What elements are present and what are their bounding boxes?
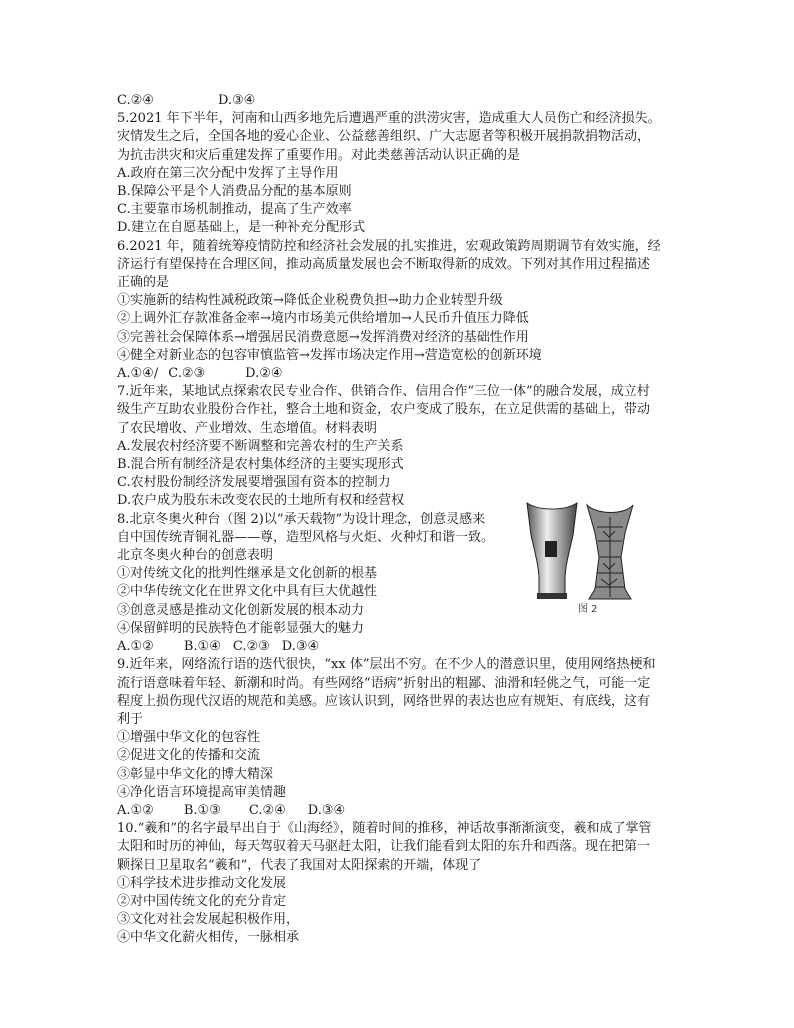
- option-b: B.①④: [183, 639, 221, 655]
- figure-2-image: [521, 497, 637, 612]
- question-text: 利于: [117, 711, 144, 727]
- option-b: B.混合所有制经济是农村集体经济的主要实现形式: [117, 457, 404, 473]
- question-text: 6.2021 年，随着统筹疫情防控和经济社会发展的扎实推进，宏观政策跨周期调节有效实施，经: [117, 238, 661, 254]
- option-d: D.农户成为股东未改变农民的土地所有权和经营权: [117, 493, 405, 509]
- statement-item: ②促进文化的传播和交流: [117, 748, 261, 764]
- statement-item: ④健全对新业态的包容审慎监管→发挥市场决定作用→营造宽松的创新环境: [117, 347, 542, 363]
- statement-item: ④保留鲜明的民族特色才能彰显强大的魅力: [117, 620, 365, 636]
- question-text: 7.近年来，某地试点探索农民专业合作、供销合作、信用合作“三位一体”的融合发展，成立村: [117, 384, 650, 400]
- option-d: D.③④: [307, 802, 346, 818]
- question-7: [117, 383, 691, 510]
- question-text: 自中国传统青铜礼器——尊，造型风格与火炬、火种灯和谐一致。: [117, 529, 495, 545]
- statement-item: ①科学技术进步推动文化发展: [117, 875, 287, 891]
- question-text: 太阳和时历的神仙，每天驾驭着天马驱赶太阳，让我们能看到太阳的东升和西落。现在把第一: [117, 839, 651, 855]
- option-d: D.③④: [217, 93, 256, 108]
- statement-item: ②对中国传统文化的充分肯定: [117, 893, 287, 909]
- option-c: C.②③: [168, 366, 206, 382]
- question-6: [117, 238, 691, 384]
- statement-item: ③创意灵感是推动文化创新发展的根本动力: [117, 602, 365, 618]
- q9-options: [117, 802, 691, 820]
- question-9: [117, 656, 691, 820]
- statement-item: ①对传统文化的批判性继承是文化创新的根基: [117, 566, 378, 582]
- question-text: 济运行有望保持在合理区间，推动高质量发展也会不断取得新的成效。下列对其作用过程描述: [117, 256, 651, 272]
- statement-item: ①增强中华文化的包容性: [117, 730, 261, 746]
- question-text: 正确的是: [117, 275, 170, 291]
- statement-item: ③完善社会保障体系→增强居民消费意愿→发挥消费对经济的基础性作用: [117, 329, 529, 345]
- question-text: 灾情发生之后，全国各地的爱心企业、公益慈善组织、广大志愿者等积极开展捐款捐物活动，: [117, 129, 651, 145]
- option-a: A.①②: [117, 802, 154, 818]
- option-b: B.保障公平是个人消费品分配的基本原则: [117, 184, 352, 200]
- q8-options: [117, 638, 691, 656]
- option-b: B.①③: [183, 802, 221, 818]
- option-c: C.②④: [248, 802, 286, 818]
- question-text: 了农民增收、产业增效、生态增值。材料表明: [117, 420, 378, 436]
- question-text: 5.2021 年下半年，河南和山西多地先后遭遇严重的洪涝灾害，造成重大人员伤亡和经济损失。: [117, 111, 661, 127]
- option-c: C.②④: [117, 93, 154, 108]
- question-text: 颗探日卫星取名“羲和”，代表了我国对太阳探索的开端，体现了: [117, 857, 482, 873]
- option-d: D.③④: [281, 639, 320, 655]
- option-c: C.主要靠市场机制推动，提高了生产效率: [117, 202, 352, 218]
- statement-item: ④中华文化薪火相传，一脉相承: [117, 930, 300, 946]
- question-10: [117, 820, 691, 947]
- figure-2-label: 图 2: [578, 604, 598, 615]
- statement-item: ②中华传统文化在世界文化中具有巨大优越性: [117, 584, 378, 600]
- question-text: 北京冬奥火种台的创意表明: [117, 548, 274, 564]
- option-a: A.发展农村经济要不断调整和完善农村的生产关系: [117, 438, 404, 454]
- option-c: C.②③: [232, 639, 270, 655]
- question-text: 9.近年来，网络流行语的迭代很快，“xx 体”层出不穷。在不少人的潜意识里，使用网络热梗和: [117, 657, 656, 673]
- statement-item: ③彰显中华文化的博大精深: [117, 766, 274, 782]
- option-a: A.①④/: [117, 366, 159, 382]
- option-d: D.建立在自愿基础上，是一种补充分配形式: [117, 220, 366, 236]
- question-text: 10.“羲和”的名字最早出自于《山海经》，随着时间的推移，神话故事渐渐演变，羲和成了掌管: [117, 821, 652, 837]
- question-text: 程度上损伤现代汉语的规范和美感。应该认识到，网络世界的表达也应有规矩、有底线，这有: [117, 693, 651, 709]
- question-text: 为抗击洪灾和灾后重建发挥了重要作用。对此类慈善活动认识正确的是: [117, 147, 521, 163]
- q6-options: [117, 365, 691, 383]
- statement-item: ③文化对社会发展起积极作用，: [117, 912, 300, 928]
- q4-options: [117, 92, 691, 110]
- statement-item: ①实施新的结构性减税政策→降低企业税费负担→助力企业转型升级: [117, 293, 503, 309]
- question-5: [117, 110, 691, 237]
- option-a: A.政府在第三次分配中发挥了主导作用: [117, 165, 339, 181]
- question-text: 级生产互助农业股份合作社，整合土地和资金，农户变成了股东，在立足供需的基础上，带动: [117, 402, 651, 418]
- option-a: A.①②: [117, 639, 154, 655]
- option-c: C.农村股份制经济发展要增强国有资本的控制力: [117, 475, 391, 491]
- option-d: D.②④: [245, 366, 283, 382]
- statement-item: ④净化语言环境提高审美情趣: [117, 784, 287, 800]
- question-text: 8.北京冬奥火种台（图 2)以“承天载物”为设计理念，创意灵感来: [117, 511, 486, 527]
- question-text: 流行语意味着年轻、新潮和时尚。有些网络“语病”折射出的粗鄙、油滑和轻佻之气，可能一定: [117, 675, 651, 691]
- statement-item: ②上调外汇存款准备金率→境内市场美元供给增加→人民币升值压力降低: [117, 311, 529, 327]
